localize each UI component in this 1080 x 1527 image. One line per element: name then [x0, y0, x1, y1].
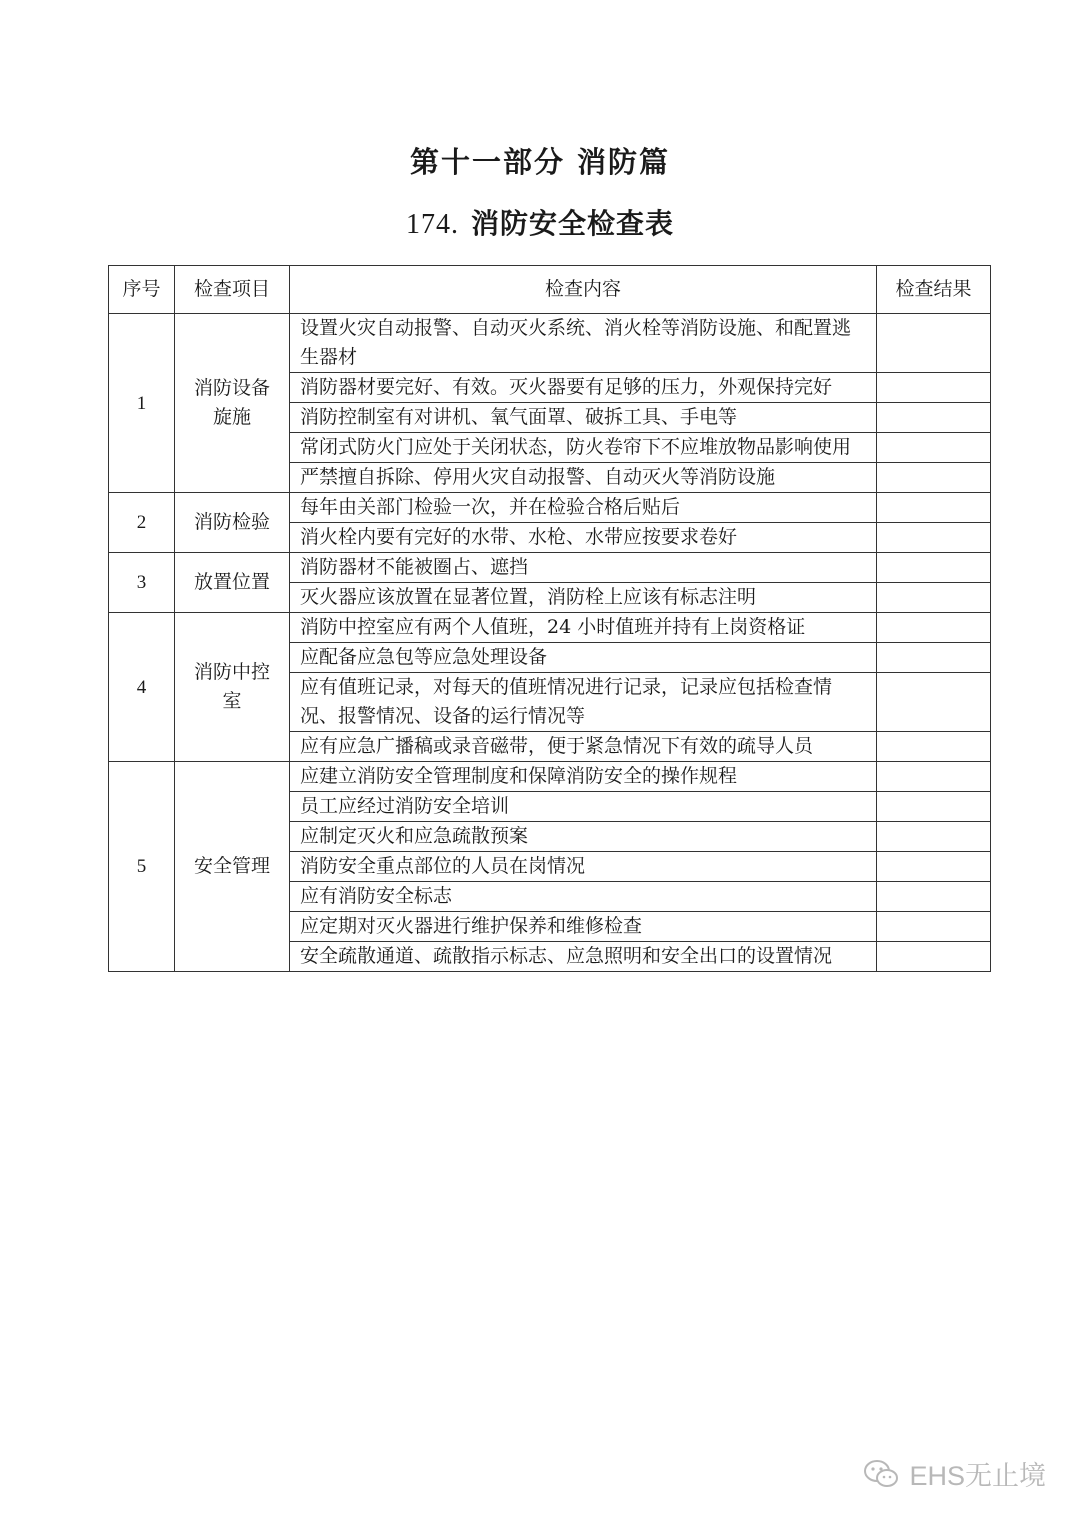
header-content: 检查内容: [290, 266, 877, 314]
check-result-cell[interactable]: [877, 792, 991, 822]
row-number: 5: [109, 762, 175, 972]
check-content: 应建立消防安全管理制度和保障消防安全的操作规程: [290, 762, 877, 792]
check-result-cell[interactable]: [877, 942, 991, 972]
row-number: 1: [109, 314, 175, 493]
check-result-cell[interactable]: [877, 553, 991, 583]
inspection-table: [108, 265, 991, 972]
check-content: 每年由关部门检验一次，并在检验合格后贴后: [290, 493, 877, 523]
check-result-cell[interactable]: [877, 882, 991, 912]
table-row: [109, 762, 991, 792]
check-result-cell[interactable]: [877, 912, 991, 942]
check-content: 设置火灾自动报警、自动灭火系统、消火栓等消防设施、和配置逃生器材: [290, 314, 877, 373]
check-content: 员工应经过消防安全培训: [290, 792, 877, 822]
table-row: [109, 553, 991, 583]
row-number: 4: [109, 613, 175, 762]
check-content: 灭火器应该放置在显著位置，消防栓上应该有标志注明: [290, 583, 877, 613]
check-result-cell[interactable]: [877, 523, 991, 553]
check-item: 消防检验: [175, 493, 290, 553]
watermark-text: EHS无止境: [909, 1461, 1046, 1491]
header-item: 检查项目: [175, 266, 290, 314]
check-result-cell[interactable]: [877, 403, 991, 433]
check-content: 消火栓内要有完好的水带、水枪、水带应按要求卷好: [290, 523, 877, 553]
check-content: 应定期对灭火器进行维护保养和维修检查: [290, 912, 877, 942]
check-result-cell[interactable]: [877, 732, 991, 762]
check-content: 消防器材不能被圈占、遮挡: [290, 553, 877, 583]
check-content: 消防控制室有对讲机、氧气面罩、破拆工具、手电等: [290, 403, 877, 433]
table-row: [109, 613, 991, 643]
check-content: 消防安全重点部位的人员在岗情况: [290, 852, 877, 882]
check-item: 消防设备旋施: [175, 314, 290, 493]
check-content: 常闭式防火门应处于关闭状态，防火卷帘下不应堆放物品影响使用: [290, 433, 877, 463]
row-number: 2: [109, 493, 175, 553]
check-item: 消防中控室: [175, 613, 290, 762]
check-item: 安全管理: [175, 762, 290, 972]
check-result-cell[interactable]: [877, 314, 991, 373]
wechat-icon: [863, 1459, 899, 1489]
watermark: [863, 1454, 1046, 1493]
header-no: 序号: [109, 266, 175, 314]
check-item: 放置位置: [175, 553, 290, 613]
check-content: 应有消防安全标志: [290, 882, 877, 912]
check-result-cell[interactable]: [877, 613, 991, 643]
table-header-row: [109, 266, 991, 314]
table-row: [109, 493, 991, 523]
table-title-text: 消防安全检查表: [470, 207, 674, 240]
check-result-cell[interactable]: [877, 643, 991, 673]
part-title: 第十一部分 消防篇: [409, 145, 671, 179]
check-content: 应制定灭火和应急疏散预案: [290, 822, 877, 852]
check-result-cell[interactable]: [877, 852, 991, 882]
check-result-cell[interactable]: [877, 373, 991, 403]
check-content: 安全疏散通道、疏散指示标志、应急照明和安全出口的设置情况: [290, 942, 877, 972]
check-content: 应有值班记录，对每天的值班情况进行记录，记录应包括检查情况、报警情况、设备的运行情况等: [290, 673, 877, 732]
check-result-cell[interactable]: [877, 493, 991, 523]
check-result-cell[interactable]: [877, 822, 991, 852]
check-result-cell[interactable]: [877, 673, 991, 732]
table-row: [109, 314, 991, 373]
row-number: 3: [109, 553, 175, 613]
check-content: 消防器材要完好、有效。灭火器要有足够的压力，外观保持完好: [290, 373, 877, 403]
check-content: 消防中控室应有两个人值班，24 小时值班并持有上岗资格证: [290, 613, 877, 643]
check-content: 应有应急广播稿或录音磁带，便于紧急情况下有效的疏导人员: [290, 732, 877, 762]
check-result-cell[interactable]: [877, 463, 991, 493]
table-number: 174.: [405, 209, 459, 240]
check-content: 严禁擅自拆除、停用火灾自动报警、自动灭火等消防设施: [290, 463, 877, 493]
check-result-cell[interactable]: [877, 762, 991, 792]
check-result-cell[interactable]: [877, 583, 991, 613]
check-content: 应配备应急包等应急处理设备: [290, 643, 877, 673]
table-body: [109, 314, 991, 972]
check-result-cell[interactable]: [877, 433, 991, 463]
header-result: 检查结果: [877, 266, 991, 314]
table-title: [0, 202, 1080, 242]
